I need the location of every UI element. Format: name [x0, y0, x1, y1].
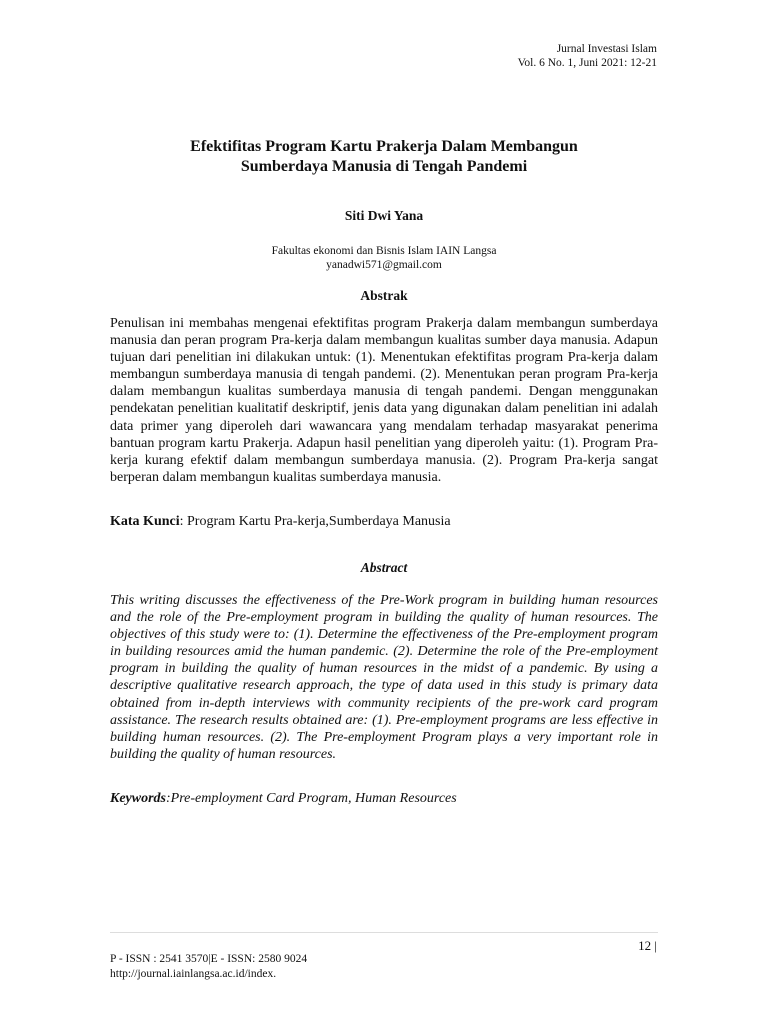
- footer-url[interactable]: http://journal.iainlangsa.ac.id/index.: [110, 968, 277, 980]
- paper-title-line-2: Sumberdaya Manusia di Tengah Pandemi: [240, 158, 528, 175]
- keywords: [110, 791, 658, 807]
- footer-issn: P - ISSN : 2541 3570|E - ISSN: 2580 9024: [110, 953, 308, 965]
- keywords-label: Keywords: [110, 791, 166, 806]
- author-affiliation-block: [110, 244, 658, 272]
- journal-volume: Vol. 6 No. 1, Juni 2021: 12-21: [517, 57, 657, 69]
- abstract-heading: Abstract: [360, 560, 408, 575]
- footer-divider: [110, 932, 658, 933]
- author-email: yanadwi571@gmail.com: [326, 259, 442, 271]
- author-affiliation: Fakultas ekonomi dan Bisnis Islam IAIN Langsa: [271, 245, 497, 257]
- keywords-text: :Pre-employment Card Program, Human Resources: [166, 791, 457, 806]
- abstract-body: This writing discusses the effectiveness of the Pre-Work program in building human resources and the role of the Pre-employment program in building the quality of human resources. The objectives of this study were to: (1). Determine the effectiveness of the Pre-employment program in building resources amid the human pandemic. (2). Determine the role of the Pre-employment program in building the quality of human resources in the midst of a pandemic. By using a descriptive qualitative research approach, the type of data used in this study is primary data obtained from in-depth interviews with community recipients of the pre-work card program assistance. The research results obtained are: (1). Pre-employment programs are less effective in building human resources. (2). The Pre-employment Program plays a very important role in building the quality of human resources.: [110, 593, 658, 762]
- kata-kunci-label: Kata Kunci: [110, 514, 180, 529]
- page-number: 12 |: [638, 938, 657, 953]
- kata-kunci: [110, 514, 658, 530]
- author-name: Siti Dwi Yana: [344, 208, 424, 223]
- paper-title: [110, 137, 658, 177]
- abstrak-body: Penulisan ini membahas mengenai efektifitas program Prakerja dalam membangun sumberdaya manusia dan peran program Pra-kerja dalam membangun kualitas sumber daya manusia. Adapun tujuan dari penelitian ini dilakukan untuk: (1). Menentukan efektifitas program Pra-kerja dalam membangun sumberdaya manusia di tengah pandemi. (2). Menentukan peran program Pra-kerja dalam membangun kualitas sumberdaya manusia di tengah pandemi. Dengan menggunakan pendekatan penelitian kualitatif deskriptif, jenis data yang digunakan dalam penelitian ini adalah data primer yang diperoleh dari wawancara yang mendalam terhadap masyarakat penerima bantuan program kartu Prakerja. Adapun hasil penelitian yang diperoleh yaitu: (1). Program Pra-kerja kurang efektif dalam membangun sumberdaya manusia. (2). Program Pra-kerja sangat berperan dalam membangun kualitas sumberdaya manusia.: [110, 316, 658, 485]
- journal-name: Jurnal Investasi Islam: [556, 43, 657, 55]
- footer: [110, 952, 307, 982]
- kata-kunci-text: : Program Kartu Pra-kerja,Sumberdaya Manusia: [179, 514, 451, 529]
- abstrak-heading: Abstrak: [360, 288, 408, 303]
- journal-header: [518, 42, 657, 70]
- paper-title-line-1: Efektifitas Program Kartu Prakerja Dalam Membangun: [190, 138, 578, 155]
